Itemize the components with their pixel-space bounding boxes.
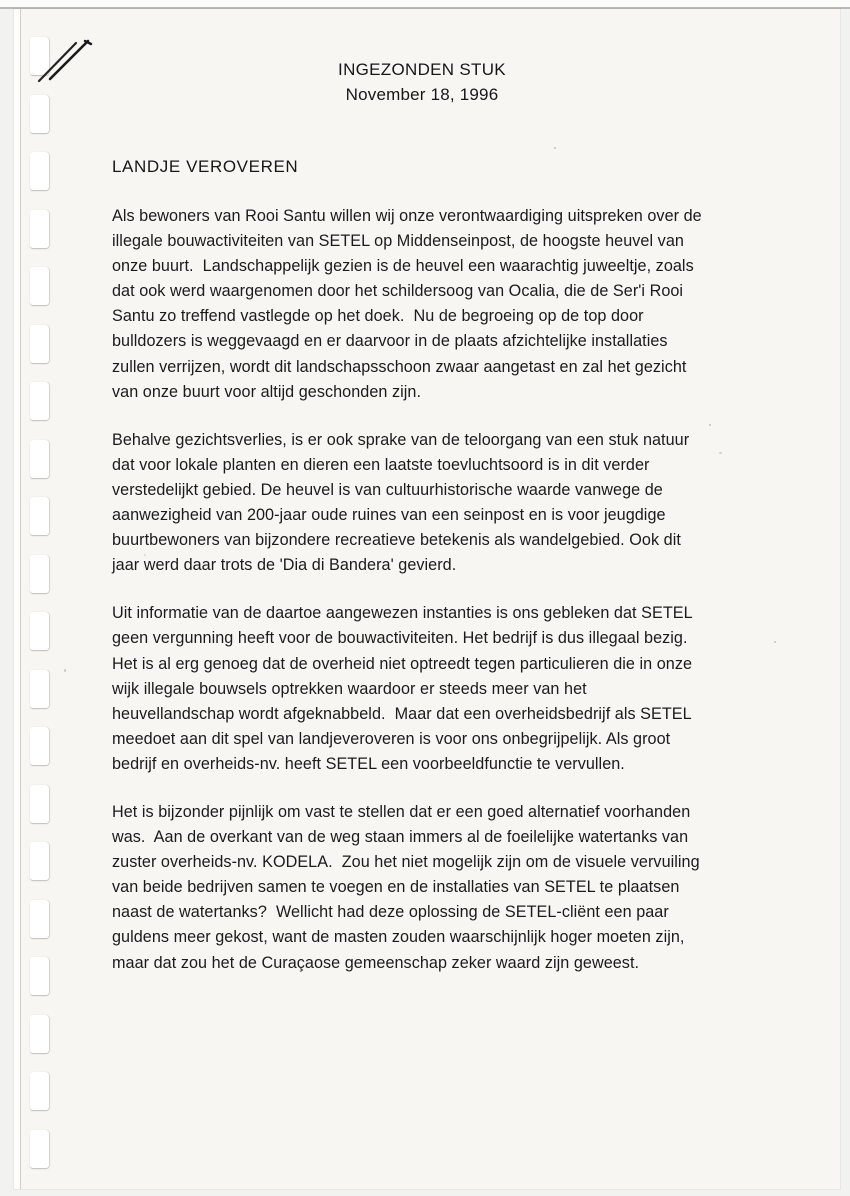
- scan-top-background: [0, 0, 850, 7]
- binder-punch-slot: [30, 325, 49, 363]
- binder-punch-slot: [30, 957, 49, 995]
- binder-punch-slot: [30, 900, 49, 938]
- binder-punch-slot: [30, 670, 49, 708]
- binder-punch-slot: [30, 95, 49, 133]
- body-text: [112, 204, 812, 976]
- binder-punch-slot: [30, 785, 49, 823]
- paper-sheet: [14, 9, 840, 1189]
- binder-punch-slot: [30, 727, 49, 765]
- scan-speck: [64, 669, 66, 672]
- binder-punch-slot: [30, 842, 49, 880]
- paragraph: Uit informatie van de daartoe aangewezen instanties is ons gebleken dat SETEL geen vergunning heeft voor de bouwactiviteiten. Het bedrijf is dus illegaal bezig. Het is al erg genoeg dat de overheid niet optreedt tegen particulieren die in onze wijk illegale bouwsels optrekken waardoor er steeds meer van het heuvellandschap wordt afgeknabbeld. Maar dat een overheidsbedrijf als SETEL meedoet aan dit spel van landjeveroveren is voor ons onbegrijpelijk. Als groot bedrijf en overheids-nv. heeft SETEL een voorbeeldfunctie te vervullen.: [112, 604, 697, 773]
- binder-punch-slot: [30, 267, 49, 305]
- binder-punch-slot: [30, 440, 49, 478]
- binder-punch-slot: [30, 555, 49, 593]
- binder-punch-slot: [30, 1072, 49, 1110]
- paragraph: Het is bijzonder pijnlijk om vast te stellen dat er een goed alternatief voorhanden was. Aan de overkant van de weg staan immers al de foeilelijke watertanks van zuster overheids-nv. KODELA. Zou het niet mogelijk zijn om de visuele vervuiling van beide bedrijven samen te voegen en de installaties van SETEL te plaatsen naast de watertanks? Wellicht had deze oplossing de SETEL-cliënt een paar guldens meer gekost, want de masten zouden waarschijnlijk hoger moeten zijn, maar dat zou het de Curaçaose gemeenschap zeker waard zijn geweest.: [112, 802, 705, 972]
- paragraph: Als bewoners van Rooi Santu willen wij onze verontwaardiging uitspreken over de illegale bouwactiviteiten van SETEL op Middenseinpost, de hoogste heuvel van onze buurt. Landschappelijk gezien is de heuvel een waarachtig juweeltje, zoals dat ook werd waargenomen door het schildersoog van Ocalia, die de Ser'i Rooi Santu zo treffend vastlegde op het doek. Nu de begroeing op de top door bulldozers is weggevaagd en er daarvoor in de plaats afzichtelijke installaties zullen verrijzen, wordt dit landschapsschoon zwaar aangetast en zal het gezicht van onze buurt voor altijd geschonden zijn.: [112, 207, 707, 401]
- binder-punch-slot: [30, 152, 49, 190]
- binder-punch-slot: [30, 1015, 49, 1053]
- paragraph: Behalve gezichtsverlies, is er ook sprake van de teloorgang van een stuk natuur dat voor lokale planten en dieren een laatste toevluchtsoord is in dit verder verstedelijkt gebied. De heuvel is van cultuurhistorische waarde vanwege de aanwezigheid van 200-jaar oude ruines van een seinpost en is voor jeugdige buurtbewoners van bijzondere recreatieve betekenis als wandelgebied. Ook dit jaar werd daar trots de 'Dia di Bandera' gevierd.: [112, 430, 694, 575]
- document-header: [112, 58, 732, 107]
- header-title: INGEZONDEN STUK: [338, 60, 506, 79]
- handwritten-double-slash-mark: [36, 37, 98, 87]
- binder-punch-slot: [30, 1130, 49, 1168]
- binder-punch-slot: [30, 210, 49, 248]
- header-date: November 18, 1996: [345, 85, 499, 104]
- binder-punch-slot: [30, 382, 49, 420]
- binder-punch-slot: [30, 612, 49, 650]
- binder-punch-slot: [30, 497, 49, 535]
- page-title: LANDJE VEROVEREN: [112, 157, 299, 176]
- paper-edge-line: [20, 9, 21, 1189]
- document-content: [112, 58, 812, 976]
